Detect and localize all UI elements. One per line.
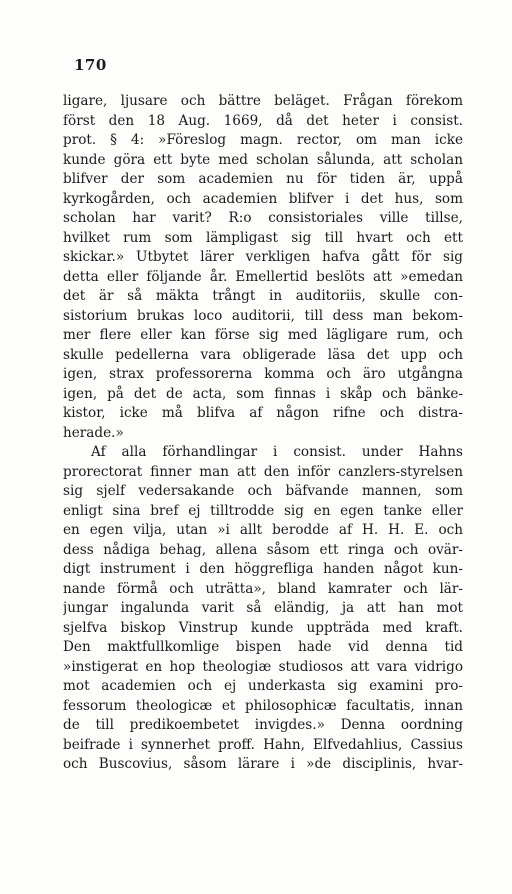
text-line: sig sjelf vedersakande och bäfvande mannen, som [63, 483, 463, 499]
text-line: skickar.» Utbytet lärer verkligen hafva gått för sig [63, 249, 463, 265]
text-line: sjelfva biskop Vinstrup kunde uppträda med kraft. [63, 619, 463, 636]
text-line: prot. § 4: »Föreslog magn. rector, om man icke [63, 132, 463, 148]
text-line: först den 18 Aug. 1669, då det heter i consist. [63, 112, 463, 129]
paragraph-first-line: Af alla förhandlingar i consist. under Hahns [91, 444, 463, 460]
text-line: hvilket rum som lämpligast sig till hvart och ett [63, 229, 463, 246]
text-line: mer flere eller kan förse sig med lägligare rum, och [63, 327, 463, 343]
text-line: ligare, ljusare och bättre beläget. Frågan förekom [63, 93, 463, 109]
text-line: digt instrument i den höggrefliga handen något kun- [63, 561, 463, 577]
text-line: sistorium brukas loco auditorii, till dess man bekom- [63, 307, 463, 324]
text-line: detta eller följande år. Emellertid beslöts att »emedan [63, 268, 463, 285]
text-line: beifrade i synnerhet proff. Hahn, Elfvedahlius, Cassius [63, 736, 463, 753]
text-line: scholan har varit? R:o consistoriales ville tillse, [63, 210, 463, 226]
text-line: blifver der som academien nu för tiden är, uppå [63, 171, 463, 187]
text-line: jungar ingalunda varit så eländig, ja att han mot [63, 600, 463, 616]
text-line: de till predikoembetet invigdes.» Denna oordning [63, 717, 463, 733]
text-line: prorectorat finner man att den inför canzlers-styrelsen [63, 463, 463, 480]
text-line: igen, på det de acta, som finnas i skåp och bänke- [63, 385, 463, 402]
text-line: och Buscovius, såsom lärare i »de disciplinis, hvar- [63, 756, 463, 772]
text-line: det är så mäkta trångt in auditoriis, skulle con- [63, 288, 463, 304]
text-line: nande förmå och uträtta», bland kamrater och lär- [63, 580, 463, 597]
page-number: 170 [74, 56, 107, 74]
text-line: kyrkogården, och academien blifver i det hus, som [63, 190, 463, 207]
text-line: dess nådiga behag, allena såsom ett ringa och ovär- [63, 541, 463, 558]
text-line: mot academien och ej underkasta sig examini pro- [63, 678, 463, 694]
text-line: Den maktfullkomlige bispen hade vid denna tid [63, 639, 463, 655]
text-line: en egen vilja, utan »i allt berodde af H. H. E. och [63, 522, 463, 538]
text-line: kunde göra ett byte med scholan sålunda, att scholan [63, 151, 463, 168]
text-line: igen, strax professorerna komma och äro utgångna [63, 366, 463, 382]
text-line: enligt sina bref ej tilltrodde sig en egen tanke eller [63, 502, 463, 519]
paragraph-end-line: herade.» [63, 424, 124, 441]
text-line: fessorum theologicæ et philosophicæ facultatis, innan [63, 697, 463, 714]
text-line: »instigerat en hop theologiæ studiosos att vara vidrigo [63, 658, 463, 675]
body-text [63, 92, 463, 775]
text-line: skulle pedellerna vara obligerade läsa det upp och [63, 346, 463, 363]
text-line: kistor, icke må blifva af någon rifne och distra- [63, 405, 463, 421]
